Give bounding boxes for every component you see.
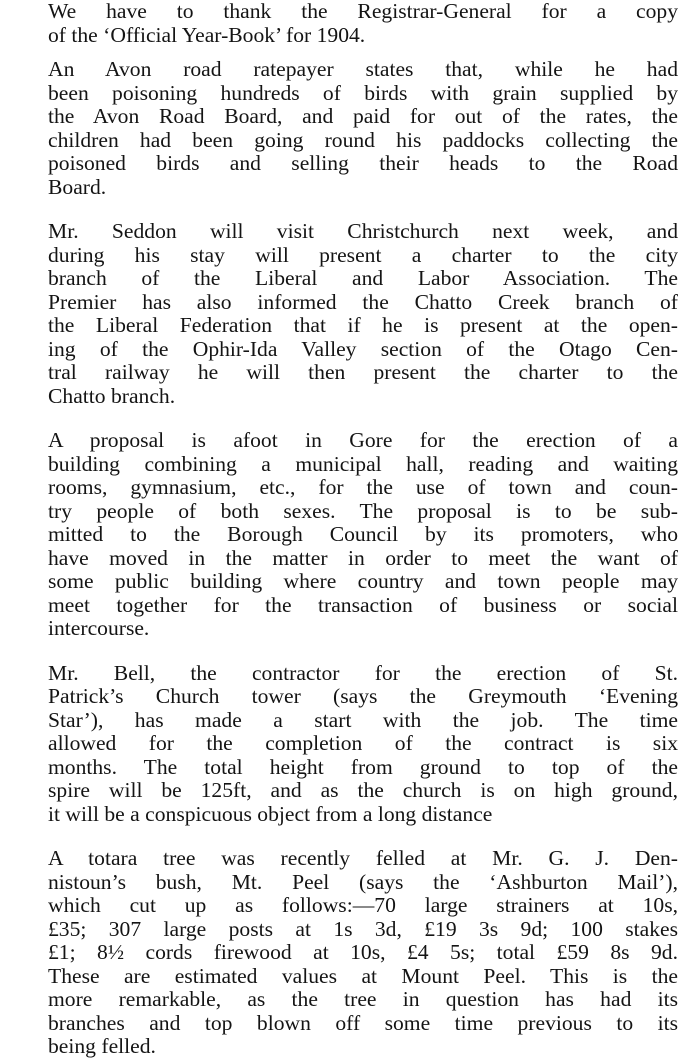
text-line: nistoun’s bush, Mt. Peel (says the ‘Ashburton Mail’), — [48, 869, 678, 894]
paragraph-totara-tree — [6, 847, 678, 1059]
text-line: try people of both sexes. The proposal is to be sub- — [48, 498, 678, 523]
text-line: intercourse. — [48, 616, 150, 640]
text-line: We have to thank the Registrar-General for a copy — [48, 0, 678, 23]
text-line: Mr. Bell, the contractor for the erection of St. — [48, 660, 678, 685]
text-line: which cut up as follows:—70 large strainers at 10s, — [48, 893, 678, 917]
text-line: Mr. Seddon will visit Christchurch next week, and — [48, 219, 678, 243]
paragraph-gore-proposal — [6, 429, 678, 641]
text-line: building combining a municipal hall, reading and waiting — [48, 451, 678, 476]
text-line: A totara tree was recently felled at Mr. G. J. Den- — [48, 846, 678, 870]
paragraph-seddon-visit — [6, 220, 678, 408]
text-line: the Avon Road Board, and paid for out of the rates, the — [48, 104, 678, 128]
text-line: £35; 307 large posts at 1s 3d, £19 3s 9d; 100 stakes — [48, 916, 678, 941]
text-line: ing of the Ophir-Ida Valley section of the Otago Cen- — [48, 336, 678, 361]
text-line: branch of the Liberal and Labor Association. The — [48, 266, 678, 290]
text-line: rooms, gymnasium, etc., for the use of town and coun- — [48, 475, 678, 499]
text-line: Chatto branch. — [48, 383, 176, 408]
text-line: A proposal is afoot in Gore for the erection of a — [48, 428, 678, 452]
text-line: £1; 8½ cords firewood at 10s, £4 5s; total £59 8s 9d. — [48, 940, 678, 964]
text-line: meet together for the transaction of business or social — [48, 592, 678, 617]
text-line: poisoned birds and selling their heads to the Road — [48, 151, 678, 175]
text-line: mitted to the Borough Council by its promoters, who — [48, 522, 678, 546]
paragraph-year-book — [6, 0, 678, 47]
text-line: have moved in the matter in order to meet the want of — [48, 545, 678, 570]
text-line: during his stay will present a charter to the city — [48, 242, 678, 267]
text-line: months. The total height from ground to top of the — [48, 754, 678, 779]
text-line: been poisoning hundreds of birds with grain supplied by — [48, 80, 678, 105]
text-line: Premier has also informed the Chatto Creek branch of — [48, 289, 678, 314]
text-line: being felled. — [48, 1034, 156, 1058]
text-line: more remarkable, as the tree in question has had its — [48, 987, 678, 1011]
text-line: some public building where country and town people may — [48, 569, 678, 593]
text-line: spire will be 125ft, and as the church is on high ground, — [48, 778, 678, 802]
text-line: branches and top blown off some time previous to its — [48, 1010, 678, 1035]
text-line: children had been going round his paddocks collecting the — [48, 127, 678, 152]
text-line: Patrick’s Church tower (says the Greymouth ‘Evening — [48, 684, 678, 708]
text-line: of the ‘Official Year-Book’ for 1904. — [48, 22, 366, 47]
newspaper-column — [6, 0, 678, 1059]
text-line: An Avon road ratepayer states that, while he had — [48, 57, 678, 81]
text-line: tral railway he will then present the charter to the — [48, 360, 678, 384]
text-line: it will be a conspicuous object from a long distance — [48, 801, 493, 826]
paragraph-church-tower — [6, 662, 678, 827]
paragraph-avon-road — [6, 58, 678, 199]
text-line: These are estimated values at Mount Peel. This is the — [48, 963, 678, 988]
text-line: the Liberal Federation that if he is present at the open- — [48, 313, 678, 337]
text-line: Star’), has made a start with the job. The time — [48, 707, 678, 732]
text-line: allowed for the completion of the contract is six — [48, 731, 678, 755]
text-line: Board. — [48, 174, 107, 199]
